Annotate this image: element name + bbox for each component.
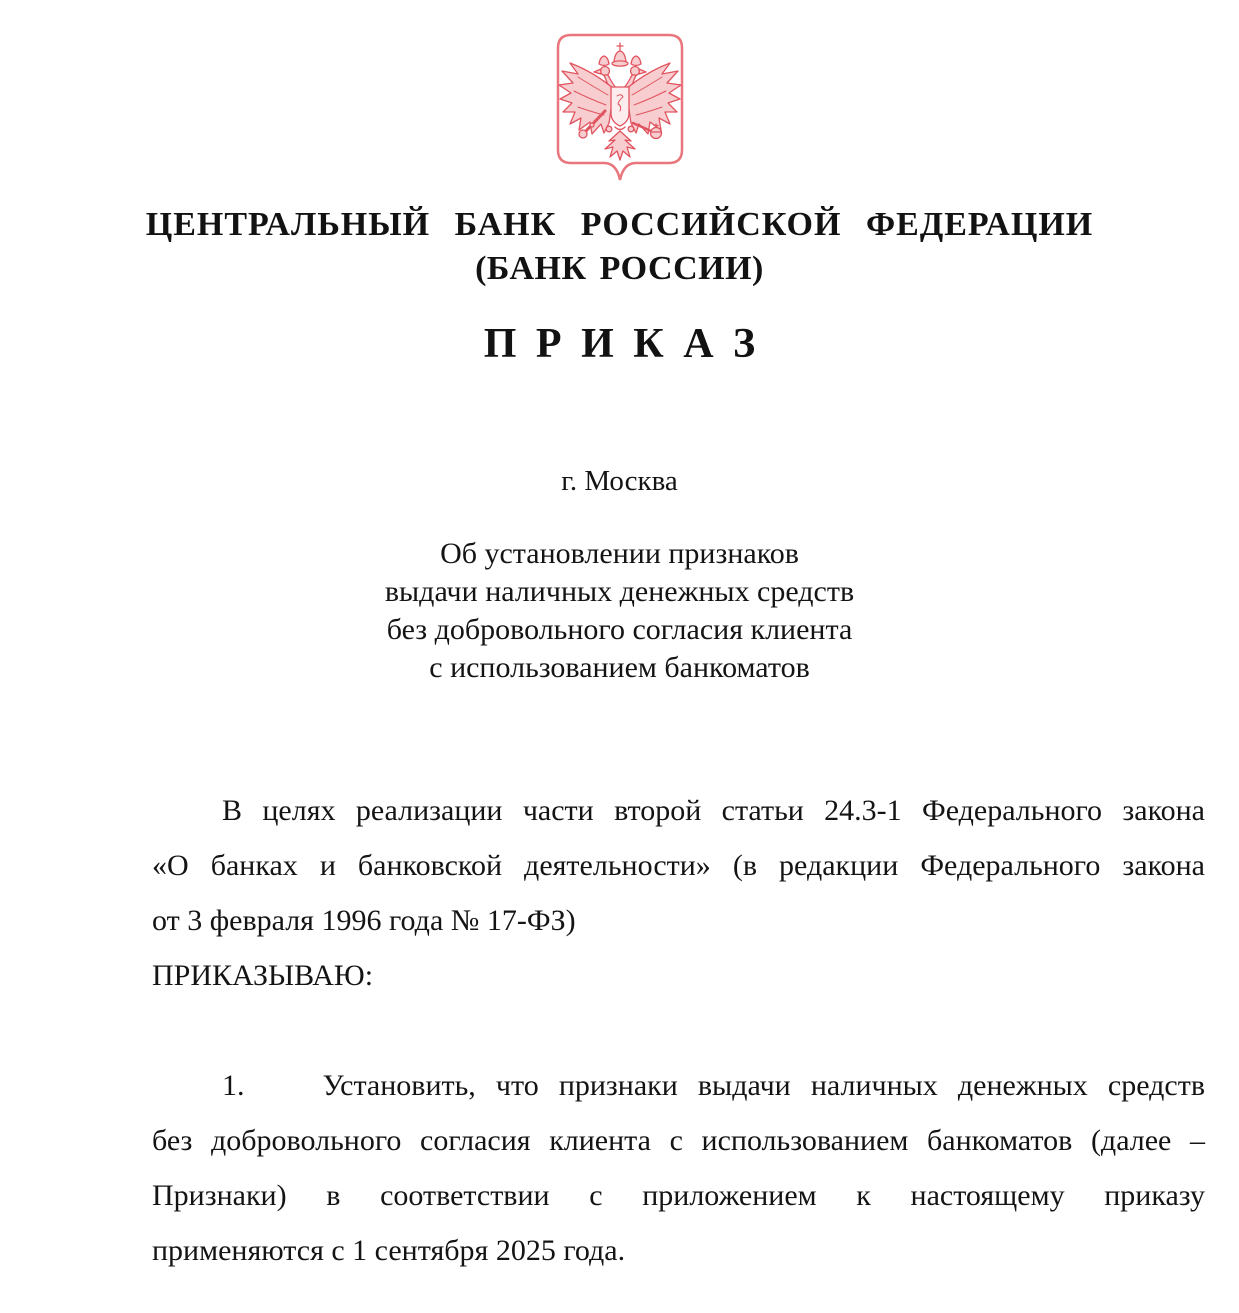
item1-line: 1. Установить, что признаки выдачи наличных денежных средств [222, 1069, 1205, 1102]
item1-line: без добровольного согласия клиента с использованием банкоматов (далее – [152, 1124, 1205, 1157]
document-page [0, 33, 1239, 1313]
issuer-heading [0, 203, 1239, 291]
russia-coat-of-arms-icon [556, 33, 684, 185]
preamble-line: от 3 февраля 1996 года № 17-ФЗ) [152, 904, 576, 937]
issuer-name-line2: (БАНК РОССИИ) [475, 250, 764, 287]
subject-line: Об установлении признаков [440, 537, 799, 570]
subject-line: с использованием банкоматов [429, 651, 810, 684]
subject-line: без добровольного согласия клиента [386, 613, 853, 646]
decree-word: ПРИКАЗЫВАЮ: [152, 959, 374, 992]
item1-line: применяются с 1 сентября 2025 года. [152, 1234, 626, 1267]
document-type-title: П Р И К А З [483, 321, 756, 367]
coat-of-arms-svg [556, 33, 684, 185]
issuer-name-line1: ЦЕНТРАЛЬНЫЙ БАНК РОССИЙСКОЙ ФЕДЕРАЦИИ [145, 206, 1094, 243]
body-text [152, 783, 1205, 1278]
subject-block [0, 535, 1239, 687]
item1-line: Признаки) в соответствии с приложением к настоящему приказу [152, 1179, 1205, 1212]
subject-line: выдачи наличных денежных средств [384, 575, 855, 608]
city-line: г. Москва [561, 465, 678, 497]
preamble-line: В целях реализации части второй статьи 24.3-1 Федерального закона [222, 794, 1205, 827]
item1-number: 1. [222, 1069, 245, 1102]
preamble-line: «О банках и банковской деятельности» (в редакции Федерального закона [152, 849, 1205, 882]
